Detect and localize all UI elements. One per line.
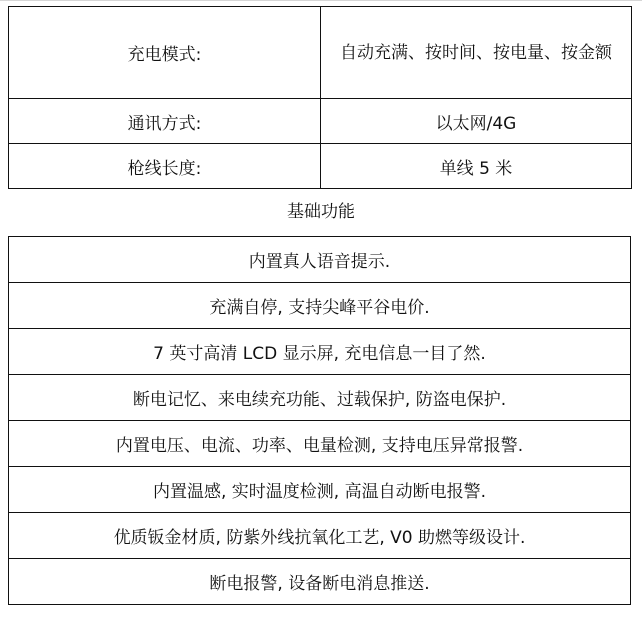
- spec-label-charging-mode: 充电模式:: [9, 7, 321, 99]
- table-row: [9, 421, 631, 467]
- spec-value-communication: 以太网/4G: [321, 99, 632, 144]
- table-row: [9, 513, 631, 559]
- spec-table: [8, 6, 632, 189]
- spec-value-charging-mode: 自动充满、按时间、按电量、按金额: [321, 7, 632, 99]
- table-row: [9, 375, 631, 421]
- table-row: [9, 237, 631, 283]
- table-row: [9, 283, 631, 329]
- section-title: 基础功能: [287, 202, 355, 222]
- feature-item: 断电记忆、来电续充功能、过载保护, 防盗电保护.: [9, 375, 631, 421]
- feature-table: [8, 236, 631, 605]
- table-row: [9, 329, 631, 375]
- table-row: [9, 559, 631, 605]
- feature-item: 充满自停, 支持尖峰平谷电价.: [9, 283, 631, 329]
- feature-item: 优质钣金材质, 防紫外线抗氧化工艺, V0 助燃等级设计.: [9, 513, 631, 559]
- table-row: [9, 99, 632, 144]
- table-row: [9, 144, 632, 189]
- spec-label-communication: 通讯方式:: [9, 99, 321, 144]
- feature-item: 7 英寸高清 LCD 显示屏, 充电信息一目了然.: [9, 329, 631, 375]
- feature-item: 断电报警, 设备断电消息推送.: [9, 559, 631, 605]
- spec-label-cable-length: 枪线长度:: [9, 144, 321, 189]
- feature-item: 内置真人语音提示.: [9, 237, 631, 283]
- feature-item: 内置电压、电流、功率、电量检测, 支持电压异常报警.: [9, 421, 631, 467]
- spec-value-cable-length: 单线 5 米: [321, 144, 632, 189]
- table-row: [9, 7, 632, 99]
- page-divider: [0, 0, 642, 1]
- feature-item: 内置温感, 实时温度检测, 高温自动断电报警.: [9, 467, 631, 513]
- table-row: [9, 467, 631, 513]
